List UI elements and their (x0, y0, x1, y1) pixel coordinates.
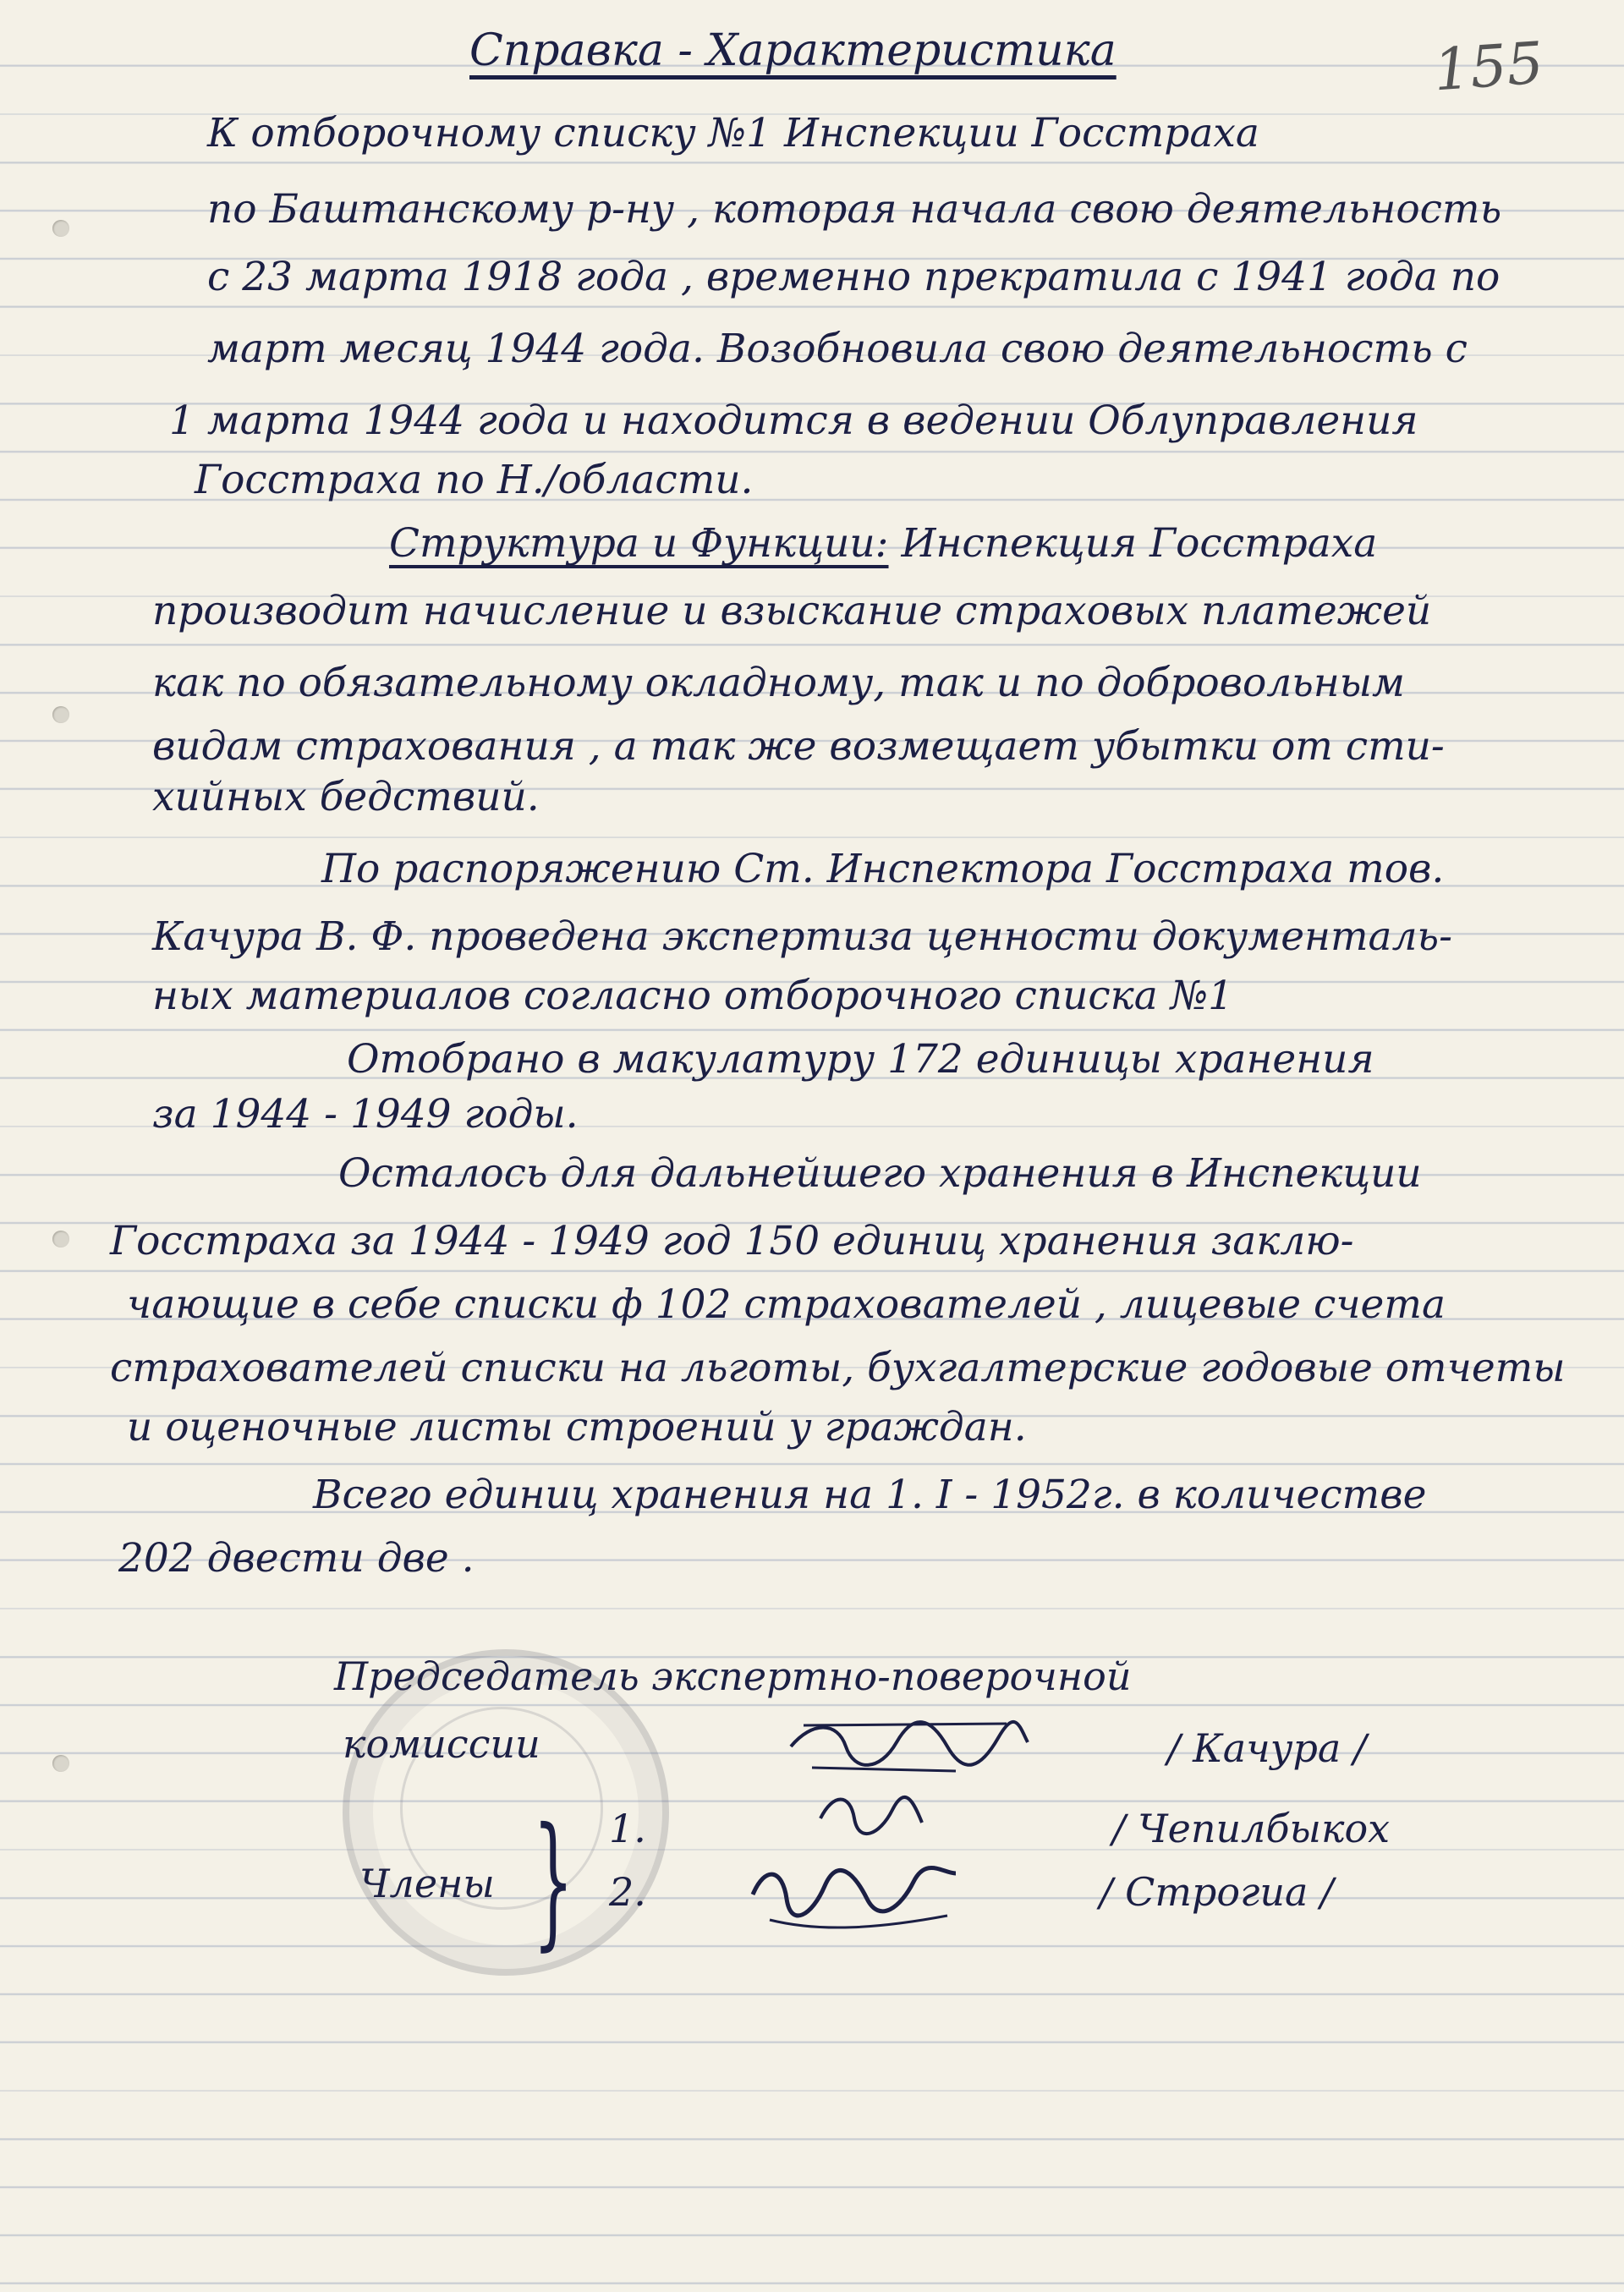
members-label: Члены (359, 1861, 495, 1906)
structure-line-first (389, 520, 1377, 567)
intro-line: К отборочному списку №1 Инспекции Госстраха (207, 110, 1259, 156)
punch-hole (52, 1231, 69, 1247)
total-line: 202 двести две . (118, 1535, 475, 1582)
chair-signature (787, 1708, 1032, 1785)
structure-heading: Структура и Функции: (389, 520, 889, 567)
remaining-line: Осталось для дальнейшего хранения в Инспекции (338, 1150, 1422, 1197)
punch-hole (52, 1755, 69, 1772)
member-2-name: / Строгиа / (1100, 1869, 1334, 1915)
remaining-line: чающие в себе списки ф 102 страхователей , лицевые счета (127, 1281, 1446, 1328)
intro-line: Госстраха по Н./области. (195, 457, 754, 503)
total-line: Всего единиц хранения на 1. I - 1952г. в количестве (313, 1472, 1427, 1518)
folio-number: 155 (1431, 30, 1546, 105)
chair-title-2: комиссии (343, 1721, 540, 1767)
intro-line: март месяц 1944 года. Возобновила свою деятельность с (207, 326, 1468, 372)
structure-line: производит начисление и взыскание страховых платежей (152, 588, 1432, 634)
intro-line: 1 марта 1944 года и находится в ведении Облуправления (169, 398, 1418, 444)
remaining-line: страхователей списки на льготы, бухгалтерские годовые отчеты (110, 1345, 1566, 1391)
chair-title-1: Председатель экспертно-поверочной (334, 1653, 1132, 1699)
member-1-number: 1. (609, 1806, 646, 1851)
order-line: По распоряжению Ст. Инспектора Госстраха тов. (321, 846, 1445, 892)
remaining-line: и оценочные листы строений у граждан. (127, 1404, 1027, 1450)
members-brace: } (532, 1797, 574, 1965)
selected-line: Отобрано в макулатуру 172 единицы хранения (347, 1036, 1374, 1083)
structure-first: Инспекция Госстраха (901, 520, 1378, 567)
document-title: Справка - Характеристика (469, 25, 1116, 76)
member-2-number: 2. (609, 1869, 646, 1915)
member-1-signature (812, 1785, 930, 1844)
intro-line: с 23 марта 1918 года , временно прекратила с 1941 года по (207, 254, 1501, 300)
remaining-line: Госстраха за 1944 - 1949 год 150 единиц хранения заклю- (110, 1218, 1354, 1264)
order-line: Качура В. Ф. проведена экспертиза ценности документаль- (152, 913, 1452, 960)
member-2-signature (744, 1848, 964, 1941)
structure-line: как по обязательному окладному, так и по добровольным (152, 660, 1405, 706)
chair-name: / Качура / (1167, 1725, 1367, 1771)
punch-hole (52, 220, 69, 237)
intro-line: по Баштанскому р-ну , которая начала свою деятельность (207, 186, 1502, 233)
order-line: ных материалов согласно отборочного списка №1 (152, 973, 1234, 1019)
structure-line: видам страхования , а так же возмещает убытки от сти- (152, 723, 1445, 770)
structure-line: хийных бедствий. (152, 774, 540, 820)
member-1-name: / Чепилбыкох (1112, 1806, 1391, 1851)
punch-hole (52, 706, 69, 723)
selected-line: за 1944 - 1949 годы. (152, 1091, 579, 1138)
